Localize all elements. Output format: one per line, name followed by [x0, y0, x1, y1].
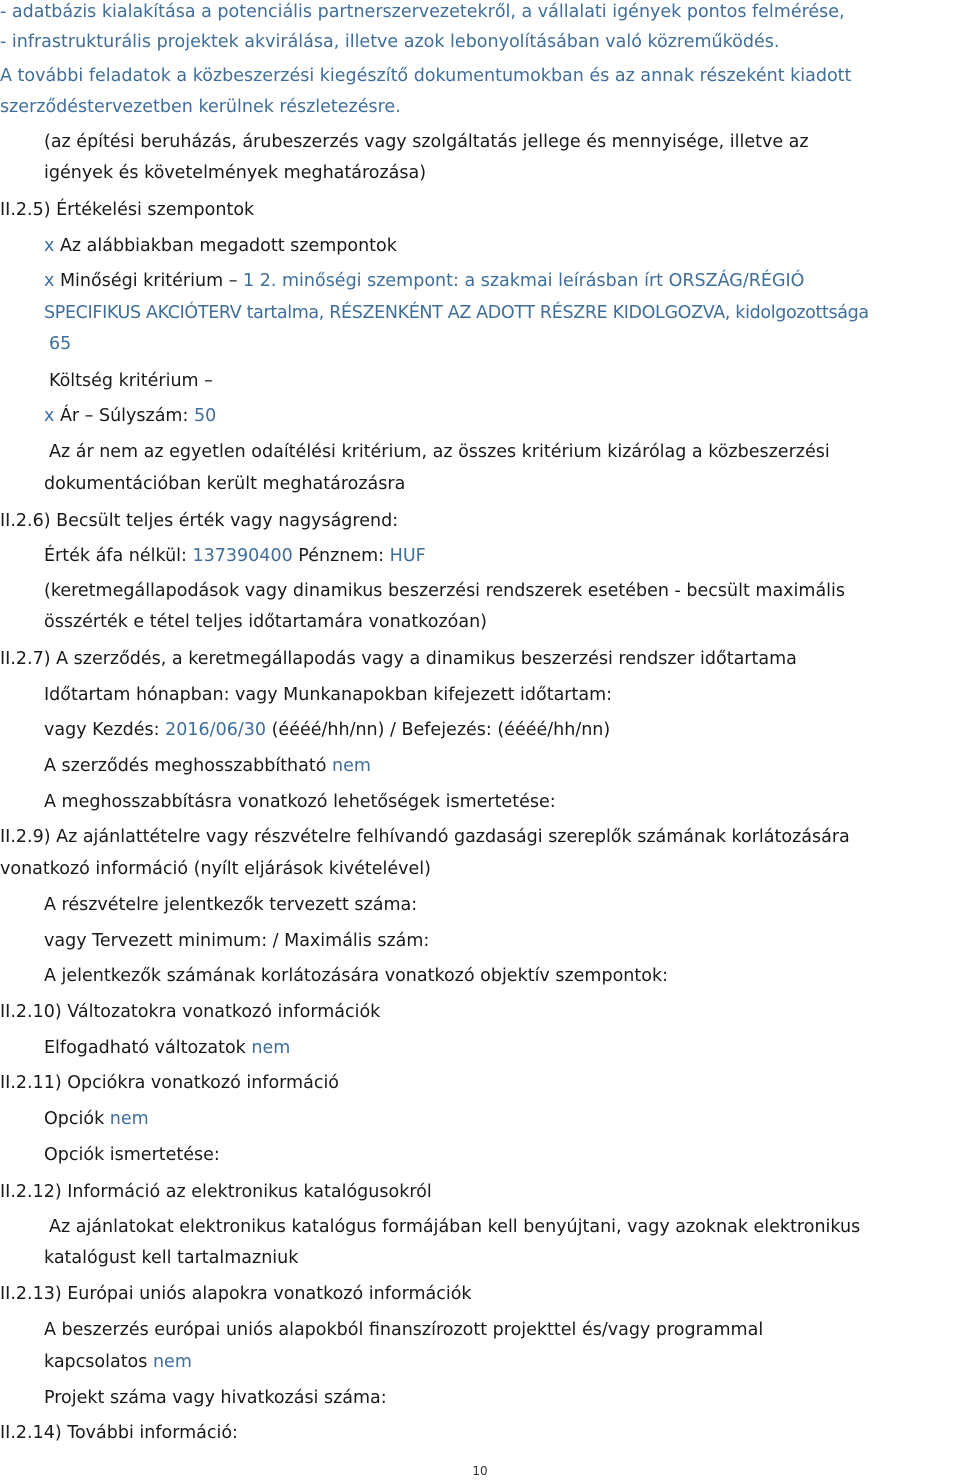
currency-value: HUF: [389, 546, 426, 566]
extension-description: A meghosszabbításra vonatkozó lehetőségek ismertetése:: [44, 792, 556, 812]
catalog-line-2: katalógust kell tartalmazniuk: [44, 1248, 299, 1268]
section-heading-2-2-13: II.2.13) Európai uniós alapokra vonatkozó információk: [0, 1284, 472, 1304]
scope-note-line-2: igények és követelmények meghatározása): [44, 163, 427, 183]
price-line: [44, 404, 216, 428]
variants-value: nem: [251, 1038, 291, 1058]
value-note-line-2: összérték e tétel teljes időtartamára vonatkozóan): [44, 612, 488, 632]
value-line: [44, 544, 426, 568]
section-heading-2-2-14: II.2.14) További információ:: [0, 1423, 238, 1443]
project-number-line: Projekt száma vagy hivatkozási száma:: [44, 1388, 387, 1408]
extension-label: A szerződés meghosszabbítható: [44, 756, 327, 776]
cost-criterion-label: Költség kritérium –: [49, 371, 213, 391]
eu-funds-label: kapcsolatos: [44, 1352, 148, 1372]
start-label: vagy Kezdés:: [44, 720, 160, 740]
quality-text-a: 1 2. minőségi szempont: a szakmai leírásban írt ORSZÁG/RÉGIÓ: [243, 271, 805, 291]
price-note-line-1: Az ár nem az egyetlen odaítélési kritérium, az összes kritérium kizárólag a közbeszerzési: [49, 442, 830, 462]
value-note-line-1: (keretmegállapodások vagy dinamikus beszerzési rendszerek esetében - becsült maximális: [44, 581, 846, 601]
value-label: Érték áfa nélkül:: [44, 546, 187, 566]
section-heading-2-2-9: II.2.9) Az ajánlattételre vagy részvételre felhívandó gazdasági szereplők számának korlátozására: [0, 827, 850, 847]
duration-line: Időtartam hónapban: vagy Munkanapokban kifejezett időtartam:: [44, 685, 613, 705]
quality-weight: 65: [49, 334, 72, 354]
options-description: Opciók ismertetése:: [44, 1145, 220, 1165]
options-label: Opciók: [44, 1109, 105, 1129]
planned-applicants: A részvételre jelentkezők tervezett száma:: [44, 895, 418, 915]
eu-funds-line-1: A beszerzés európai uniós alapokból finanszírozott projekttel és/vagy programmal: [44, 1320, 764, 1340]
page-number: 10: [472, 1464, 488, 1478]
section-heading-2-2-12: II.2.12) Információ az elektronikus katalógusokról: [0, 1182, 432, 1202]
section-heading-2-2-5: II.2.5) Értékelési szempontok: [0, 200, 255, 220]
criteria-text: Az alábbiakban megadott szempontok: [59, 236, 397, 256]
intro-line-4: szerződéstervezetben kerülnek részletezésre.: [0, 97, 401, 117]
extension-line: [44, 754, 371, 778]
catalog-line-1: Az ajánlatokat elektronikus katalógus formájában kell benyújtani, vagy azoknak elektronikus: [49, 1217, 861, 1237]
currency-label: Pénznem:: [298, 546, 385, 566]
quality-label: Minőségi kritérium –: [59, 271, 238, 291]
extension-value: nem: [332, 756, 371, 776]
intro-line-3: A további feladatok a közbeszerzési kiegészítő dokumentumokban és az annak részeként kiadott: [0, 66, 852, 86]
section-heading-2-2-10: II.2.10) Változatokra vonatkozó információk: [0, 1002, 381, 1022]
quality-criterion-line: [44, 269, 804, 293]
price-note-line-2: dokumentációban került meghatározásra: [44, 474, 406, 494]
quality-mark: x: [44, 271, 55, 291]
intro-line-2: - infrastrukturális projektek akvirálása, illetve azok lebonyolításában való közreműködés.: [0, 32, 780, 52]
price-mark: x: [44, 406, 55, 426]
variants-label: Elfogadható változatok: [44, 1038, 246, 1058]
criteria-mark: x: [44, 236, 55, 256]
date-format: (éééé/hh/nn) / Befejezés: (éééé/hh/nn): [271, 720, 611, 740]
objective-criteria: A jelentkezők számának korlátozására vonatkozó objektív szempontok:: [44, 966, 668, 986]
price-label: Ár – Súlyszám:: [59, 406, 189, 426]
eu-funds-line-2: [44, 1350, 192, 1374]
options-value: nem: [109, 1109, 149, 1129]
section-heading-2-2-11: II.2.11) Opciókra vonatkozó információ: [0, 1073, 340, 1093]
section-heading-2-2-7: II.2.7) A szerződés, a keretmegállapodás vagy a dinamikus beszerzési rendszer időtartama: [0, 649, 797, 669]
variants-line: [44, 1036, 290, 1060]
section-heading-2-2-9-cont: vonatkozó információ (nyílt eljárások kivételével): [0, 859, 431, 879]
quality-text-b: SPECIFIKUS AKCIÓTERV tartalma, RÉSZENKÉNT AZ ADOTT RÉSZRE KIDOLGOZVA, kidolgozottsága: [44, 303, 869, 323]
options-line: [44, 1107, 149, 1131]
start-date: 2016/06/30: [165, 720, 267, 740]
price-weight: 50: [193, 406, 217, 426]
start-date-line: [44, 718, 610, 742]
criteria-line-1: [44, 234, 397, 258]
scope-note-line-1: (az építési beruházás, árubeszerzés vagy szolgáltatás jellege és mennyisége, illetve az: [44, 132, 809, 152]
intro-line-1: - adatbázis kialakítása a potenciális partnerszervezetekről, a vállalati igények pontos felmérése,: [0, 2, 845, 22]
value-amount: 137390400: [192, 546, 293, 566]
section-heading-2-2-6: II.2.6) Becsült teljes érték vagy nagyságrend:: [0, 511, 399, 531]
planned-min-max: vagy Tervezett minimum: / Maximális szám:: [44, 931, 430, 951]
eu-funds-value: nem: [152, 1352, 192, 1372]
